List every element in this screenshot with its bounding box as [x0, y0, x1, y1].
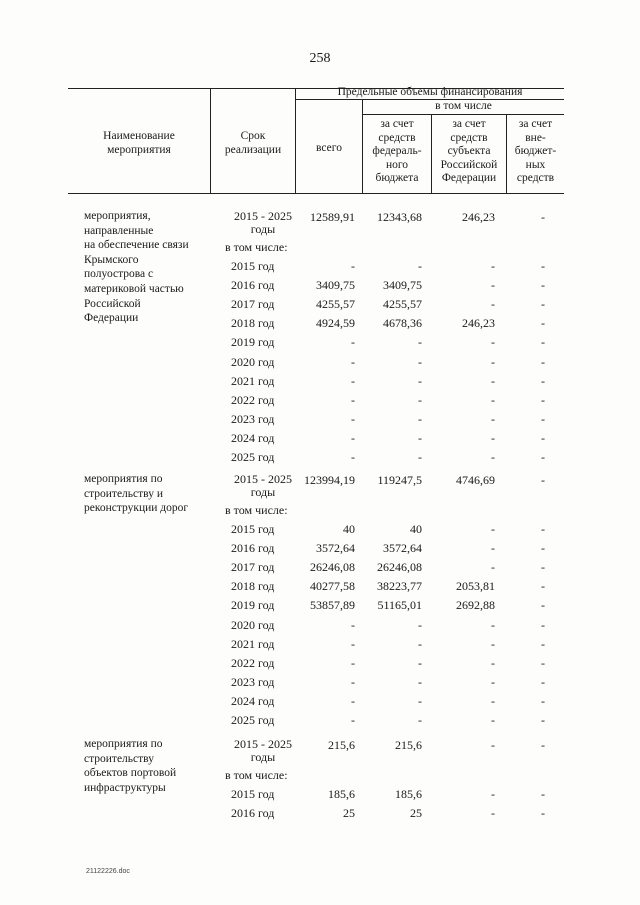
- year-row-federal: -: [418, 259, 422, 273]
- year-row-year: 2025 год: [231, 450, 275, 464]
- year-row-federal: 26246,08: [377, 560, 422, 574]
- year-row-year: 2018 год: [231, 579, 275, 593]
- year-row-federal: 40: [410, 522, 422, 536]
- year-row-offbudget: -: [541, 393, 545, 407]
- year-row-subject: -: [491, 335, 495, 349]
- year-row-subject: -: [491, 560, 495, 574]
- year-row-total: 4255,57: [316, 297, 355, 311]
- year-row-offbudget: -: [541, 656, 545, 670]
- section-period: 2015 - 2025 годы: [234, 472, 292, 499]
- section-total: 215,6: [328, 738, 355, 752]
- section-name: мероприятия по строительству и реконструкции дорог: [84, 473, 189, 515]
- year-row-total: 40: [343, 522, 355, 536]
- section-including-label: в том числе:: [225, 503, 288, 517]
- year-row-offbudget: -: [541, 637, 545, 651]
- header-term: Срок реализации: [224, 130, 282, 156]
- year-row-year: 2016 год: [231, 806, 275, 820]
- year-row-offbudget: -: [541, 541, 545, 555]
- year-row-federal: 38223,77: [377, 579, 422, 593]
- header-limits: Предельные объемы финансирования: [337, 86, 523, 98]
- year-row-federal: -: [418, 374, 422, 388]
- section-federal: 119247,5: [377, 473, 422, 487]
- year-row-year: 2025 год: [231, 713, 275, 727]
- year-row-year: 2023 год: [231, 675, 275, 689]
- year-row-total: -: [351, 694, 355, 708]
- year-row-total: -: [351, 637, 355, 651]
- header-subject: за счет средств субъекта Российской Федерации: [440, 118, 498, 184]
- year-row-total: -: [351, 656, 355, 670]
- year-row-subject: -: [491, 522, 495, 536]
- year-row-year: 2019 год: [231, 598, 275, 612]
- year-row-offbudget: -: [541, 450, 545, 464]
- year-row-year: 2023 год: [231, 412, 275, 426]
- section-offbudget: -: [541, 738, 545, 752]
- header-vrule-2: [295, 88, 296, 194]
- year-row-subject: -: [491, 787, 495, 801]
- year-row-total: 4924,59: [316, 316, 355, 330]
- year-row-offbudget: -: [541, 412, 545, 426]
- year-row-year: 2024 год: [231, 431, 275, 445]
- year-row-offbudget: -: [541, 579, 545, 593]
- year-row-total: 53857,89: [310, 598, 355, 612]
- year-row-year: 2017 год: [231, 297, 275, 311]
- year-row-federal: 4678,36: [383, 316, 422, 330]
- year-row-federal: -: [418, 450, 422, 464]
- year-row-subject: -: [491, 656, 495, 670]
- year-row-subject: -: [491, 713, 495, 727]
- section-total: 12589,91: [310, 210, 355, 224]
- section-offbudget: -: [541, 473, 545, 487]
- year-row-total: 25: [343, 806, 355, 820]
- year-row-offbudget: -: [541, 374, 545, 388]
- year-row-subject: -: [491, 278, 495, 292]
- section-federal: 12343,68: [377, 210, 422, 224]
- section-name: мероприятия, направленные на обеспечение связи Крымского полуострова с материковой частью Российской Федерации: [84, 210, 189, 325]
- year-row-total: 3409,75: [316, 278, 355, 292]
- year-row-offbudget: -: [541, 560, 545, 574]
- section-subject: 4746,69: [456, 473, 495, 487]
- year-row-federal: 51165,01: [377, 598, 422, 612]
- year-row-subject: -: [491, 297, 495, 311]
- year-row-total: -: [351, 675, 355, 689]
- year-row-subject: 246,23: [462, 316, 495, 330]
- year-row-subject: -: [491, 675, 495, 689]
- year-row-year: 2017 год: [231, 560, 275, 574]
- year-row-offbudget: -: [541, 297, 545, 311]
- year-row-federal: -: [418, 694, 422, 708]
- section-subject: 246,23: [462, 210, 495, 224]
- year-row-offbudget: -: [541, 598, 545, 612]
- year-row-total: 40277,58: [310, 579, 355, 593]
- year-row-year: 2019 год: [231, 335, 275, 349]
- year-row-year: 2018 год: [231, 316, 275, 330]
- year-row-subject: -: [491, 412, 495, 426]
- year-row-subject: 2053,81: [456, 579, 495, 593]
- year-row-offbudget: -: [541, 278, 545, 292]
- year-row-federal: -: [418, 637, 422, 651]
- year-row-federal: 185,6: [395, 787, 422, 801]
- year-row-total: -: [351, 355, 355, 369]
- year-row-subject: -: [491, 694, 495, 708]
- year-row-federal: 25: [410, 806, 422, 820]
- year-row-offbudget: -: [541, 522, 545, 536]
- year-row-total: 3572,64: [316, 541, 355, 555]
- year-row-total: -: [351, 431, 355, 445]
- section-period: 2015 - 2025 годы: [234, 209, 292, 236]
- year-row-total: -: [351, 335, 355, 349]
- year-row-offbudget: -: [541, 618, 545, 632]
- header-name: Наименование мероприятия: [103, 130, 175, 156]
- year-row-federal: -: [418, 335, 422, 349]
- year-row-year: 2016 год: [231, 541, 275, 555]
- year-row-federal: -: [418, 355, 422, 369]
- year-row-federal: 4255,57: [383, 297, 422, 311]
- year-row-year: 2024 год: [231, 694, 275, 708]
- header-rule-including: [362, 114, 564, 115]
- page-number: 258: [309, 51, 331, 66]
- year-row-federal: -: [418, 393, 422, 407]
- year-row-offbudget: -: [541, 694, 545, 708]
- year-row-offbudget: -: [541, 806, 545, 820]
- year-row-total: -: [351, 618, 355, 632]
- year-row-subject: -: [491, 806, 495, 820]
- year-row-subject: -: [491, 450, 495, 464]
- year-row-total: -: [351, 713, 355, 727]
- year-row-subject: -: [491, 393, 495, 407]
- year-row-subject: -: [491, 374, 495, 388]
- header-offbudget: за счет вне- бюджет- ных средств: [514, 118, 557, 184]
- year-row-federal: -: [418, 713, 422, 727]
- year-row-federal: -: [418, 656, 422, 670]
- year-row-year: 2015 год: [231, 259, 275, 273]
- year-row-total: -: [351, 393, 355, 407]
- year-row-total: -: [351, 374, 355, 388]
- section-name: мероприятия по строительству объектов портовой инфраструктуры: [84, 738, 177, 794]
- year-row-year: 2021 год: [231, 374, 275, 388]
- year-row-federal: 3572,64: [383, 541, 422, 555]
- year-row-offbudget: -: [541, 335, 545, 349]
- year-row-subject: 2692,88: [456, 598, 495, 612]
- year-row-subject: -: [491, 541, 495, 555]
- year-row-offbudget: -: [541, 713, 545, 727]
- year-row-subject: -: [491, 355, 495, 369]
- year-row-subject: -: [491, 259, 495, 273]
- year-row-offbudget: -: [541, 259, 545, 273]
- section-federal: 215,6: [395, 738, 422, 752]
- year-row-offbudget: -: [541, 316, 545, 330]
- year-row-total: -: [351, 450, 355, 464]
- year-row-federal: -: [418, 675, 422, 689]
- section-period: 2015 - 2025 годы: [234, 737, 292, 764]
- year-row-offbudget: -: [541, 431, 545, 445]
- year-row-year: 2022 год: [231, 393, 275, 407]
- year-row-year: 2020 год: [231, 355, 275, 369]
- year-row-year: 2020 год: [231, 618, 275, 632]
- section-including-label: в том числе:: [225, 768, 288, 782]
- year-row-subject: -: [491, 618, 495, 632]
- footer-filename: 21122226.doc: [86, 868, 130, 875]
- year-row-federal: -: [418, 412, 422, 426]
- year-row-total: -: [351, 412, 355, 426]
- header-total: всего: [316, 142, 342, 154]
- year-row-federal: 3409,75: [383, 278, 422, 292]
- year-row-federal: -: [418, 431, 422, 445]
- year-row-total: 26246,08: [310, 560, 355, 574]
- year-row-year: 2021 год: [231, 637, 275, 651]
- header-federal: за счет средств федераль- ного бюджета: [372, 118, 422, 184]
- section-offbudget: -: [541, 210, 545, 224]
- year-row-year: 2015 год: [231, 787, 275, 801]
- year-row-year: 2022 год: [231, 656, 275, 670]
- year-row-year: 2015 год: [231, 522, 275, 536]
- header-including: в том числе: [435, 100, 492, 112]
- year-row-offbudget: -: [541, 355, 545, 369]
- year-row-total: -: [351, 259, 355, 273]
- section-total: 123994,19: [304, 473, 355, 487]
- section-subject: -: [491, 738, 495, 752]
- year-row-subject: -: [491, 431, 495, 445]
- year-row-total: 185,6: [328, 787, 355, 801]
- year-row-year: 2016 год: [231, 278, 275, 292]
- year-row-federal: -: [418, 618, 422, 632]
- year-row-offbudget: -: [541, 787, 545, 801]
- year-row-offbudget: -: [541, 675, 545, 689]
- section-including-label: в том числе:: [225, 240, 288, 254]
- year-row-subject: -: [491, 637, 495, 651]
- header-bottom-rule: [68, 193, 564, 194]
